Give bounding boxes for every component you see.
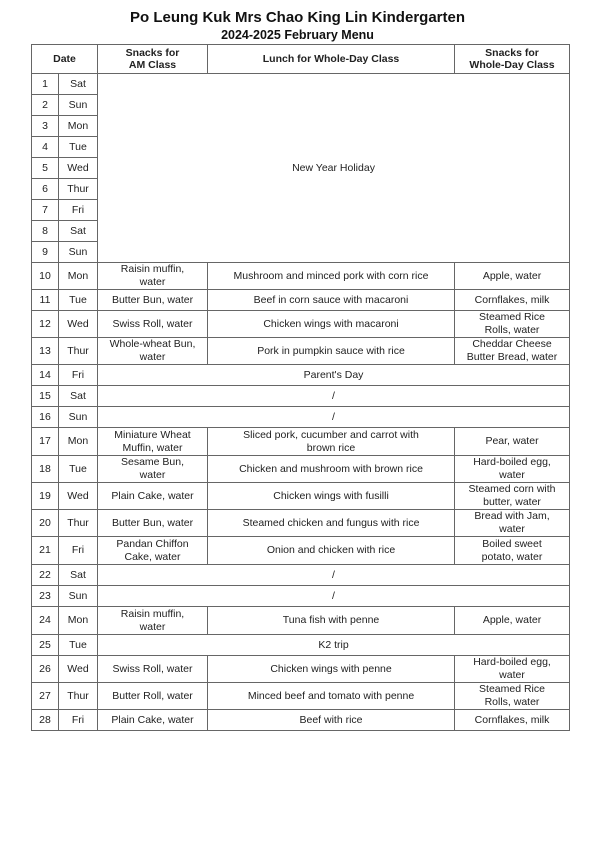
date-number: 17 [32,428,59,456]
am-snack-text: water [139,469,166,481]
full-row-note: Parent's Day [98,365,570,386]
lunch-text: Steamed chicken and fungus with rice [242,516,420,529]
lunch-text: Tuna fish with penne [282,614,380,626]
lunch-cell [208,656,455,683]
date-header: Date [32,45,98,74]
date-number: 25 [32,635,59,656]
am-snack-cell [98,428,208,456]
weekday: Wed [59,656,98,683]
am-snack-cell [98,311,208,338]
whole-day-snack-text: butter, water [483,496,541,508]
weekday: Wed [59,311,98,338]
whole-day-snack-text: Cornflakes, milk [474,713,550,726]
date-number: 4 [32,137,59,158]
lunch-cell [208,683,455,710]
date-number: 21 [32,537,59,565]
full-row-note: / [98,407,570,428]
whole-day-snack-cell [455,510,570,537]
table-row [32,537,570,565]
lunch-cell [208,483,455,510]
weekday: Thur [59,179,98,200]
am-snack-text: Plain Cake, water [111,489,194,502]
whole-day-snack-text: Bread with Jam, [474,510,550,522]
am-snack-text: water [139,351,166,363]
whole-day-snack-text: water [499,669,525,681]
date-number: 19 [32,483,59,510]
whole-day-snack-cell [455,483,570,510]
lunch-text: brown rice [306,441,356,454]
whole-day-snack-text: potato, water [481,550,543,563]
table-row [32,607,570,635]
am-snack-cell [98,607,208,635]
lunch-text: Beef in corn sauce with macaroni [253,293,409,306]
header-row [32,45,570,74]
lunch-cell [208,710,455,731]
whole-day-snack-text: water [499,469,525,481]
weekday: Fri [59,537,98,565]
lunch-text: Pork in pumpkin sauce with rice [257,344,405,357]
weekday: Sun [59,95,98,116]
date-number: 26 [32,656,59,683]
am-snack-text: Swiss Roll, water [112,317,193,330]
date-number: 18 [32,456,59,483]
whole-day-snack-cell [455,456,570,483]
lunch-text: Minced beef and tomato with penne [247,689,415,702]
date-number: 10 [32,263,59,290]
lunch-text: Sliced pork, cucumber and carrot with [243,428,419,441]
weekday: Sun [59,586,98,607]
weekday: Mon [59,263,98,290]
table-row [32,565,570,586]
am-snack-header-line: AM Class [128,59,177,71]
lunch-cell [208,263,455,290]
full-row-note: K2 trip [98,635,570,656]
whole-day-snack-cell [455,338,570,365]
whole-day-snack-text: Cheddar Cheese [472,338,552,350]
am-snack-text: water [139,620,166,633]
date-number: 5 [32,158,59,179]
weekday: Mon [59,607,98,635]
table-row [32,407,570,428]
date-number: 6 [32,179,59,200]
am-snack-text: Butter Roll, water [112,689,193,702]
weekday: Sun [59,242,98,263]
lunch-text: Chicken wings with fusilli [273,489,389,502]
weekday: Sat [59,221,98,242]
table-row [32,74,570,95]
am-snack-text: Muffin, water [122,441,183,454]
am-snack-cell [98,537,208,565]
whole-day-snack-cell [455,311,570,338]
am-snack-text: Whole-wheat Bun, [109,338,196,350]
whole-day-snack-header-line: Whole-Day Class [469,59,555,71]
am-snack-header-line: Snacks for [125,47,180,59]
table-row [32,586,570,607]
full-row-note: / [98,565,570,586]
lunch-text: Chicken wings with penne [270,662,392,675]
lunch-text: Chicken wings with macaroni [263,317,399,330]
full-row-note: / [98,386,570,407]
weekday: Tue [59,137,98,158]
weekday: Sun [59,407,98,428]
whole-day-snack-text: water [499,523,525,535]
whole-day-snack-header [455,45,570,74]
am-snack-cell [98,683,208,710]
am-snack-cell [98,456,208,483]
lunch-cell [208,510,455,537]
table-row [32,510,570,537]
whole-day-snack-text: Hard-boiled egg, [473,656,551,668]
school-name: Po Leung Kuk Mrs Chao King Lin Kindergarten [129,9,465,26]
whole-day-snack-text: Butter Bread, water [466,351,558,363]
am-snack-cell [98,263,208,290]
am-snack-cell [98,483,208,510]
am-snack-cell [98,290,208,311]
date-number: 15 [32,386,59,407]
menu-title: 2024-2025 February Menu [221,28,374,42]
am-snack-text: Butter Bun, water [111,293,194,306]
weekday: Thur [59,683,98,710]
weekday: Tue [59,290,98,311]
am-snack-text: Raisin muffin, [120,607,185,620]
table-row [32,263,570,290]
am-snack-cell [98,656,208,683]
am-snack-header [98,45,208,74]
lunch-text: Mushroom and minced pork with corn rice [233,269,429,282]
whole-day-snack-text: Steamed Rice [479,683,545,695]
whole-day-snack-text: Boiled sweet [482,537,542,550]
date-number: 14 [32,365,59,386]
table-row [32,683,570,710]
weekday: Fri [59,200,98,221]
am-snack-text: Miniature Wheat [114,428,191,441]
weekday: Fri [59,365,98,386]
am-snack-cell [98,510,208,537]
table-row [32,311,570,338]
date-number: 28 [32,710,59,731]
weekday: Wed [59,483,98,510]
whole-day-snack-text: Apple, water [482,269,542,282]
date-number: 3 [32,116,59,137]
whole-day-snack-text: Rolls, water [484,324,540,336]
table-row [32,710,570,731]
weekday: Sat [59,74,98,95]
lunch-header: Lunch for Whole-Day Class [208,45,455,74]
lunch-text: Chicken and mushroom with brown rice [239,462,423,475]
whole-day-snack-cell [455,683,570,710]
lunch-cell [208,290,455,311]
full-row-note: / [98,586,570,607]
table-row [32,428,570,456]
whole-day-snack-text: Steamed Rice [479,311,545,323]
am-snack-text: Butter Bun, water [111,516,194,529]
lunch-cell [208,607,455,635]
whole-day-snack-cell [455,710,570,731]
date-number: 27 [32,683,59,710]
date-number: 24 [32,607,59,635]
date-number: 11 [32,290,59,311]
holiday-cell: New Year Holiday [98,74,570,263]
table-row [32,365,570,386]
date-number: 8 [32,221,59,242]
am-snack-cell [98,338,208,365]
menu-table [31,44,570,731]
table-row [32,386,570,407]
am-snack-text: Raisin muffin, [120,263,185,275]
whole-day-snack-cell [455,537,570,565]
lunch-text: Onion and chicken with rice [266,544,396,556]
weekday: Mon [59,428,98,456]
weekday: Thur [59,338,98,365]
lunch-cell [208,456,455,483]
am-snack-cell [98,710,208,731]
am-snack-text: Cake, water [124,550,181,563]
date-number: 13 [32,338,59,365]
lunch-cell [208,537,455,565]
whole-day-snack-cell [455,290,570,311]
weekday: Sat [59,386,98,407]
date-number: 16 [32,407,59,428]
table-row [32,338,570,365]
whole-day-snack-text: Apple, water [482,614,542,626]
date-number: 7 [32,200,59,221]
table-row [32,656,570,683]
am-snack-text: water [139,276,166,288]
table-row [32,290,570,311]
lunch-cell [208,338,455,365]
whole-day-snack-text: Steamed corn with [468,483,556,495]
am-snack-text: Pandan Chiffon [116,537,189,550]
date-number: 1 [32,74,59,95]
weekday: Sat [59,565,98,586]
whole-day-snack-text: Pear, water [485,435,539,447]
weekday: Fri [59,710,98,731]
am-snack-text: Swiss Roll, water [112,662,193,675]
lunch-text: Beef with rice [299,713,363,726]
whole-day-snack-text: Hard-boiled egg, [473,456,551,468]
whole-day-snack-cell [455,656,570,683]
weekday: Thur [59,510,98,537]
whole-day-snack-text: Rolls, water [484,696,540,708]
whole-day-snack-cell [455,607,570,635]
weekday: Tue [59,635,98,656]
whole-day-snack-header-line: Snacks for [485,47,539,59]
table-row [32,483,570,510]
whole-day-snack-cell [455,263,570,290]
date-number: 2 [32,95,59,116]
am-snack-text: Plain Cake, water [111,713,194,726]
lunch-cell [208,428,455,456]
date-number: 20 [32,510,59,537]
table-row [32,635,570,656]
date-number: 22 [32,565,59,586]
date-number: 23 [32,586,59,607]
table-row [32,456,570,483]
menu-body [32,74,570,731]
weekday: Tue [59,456,98,483]
weekday: Mon [59,116,98,137]
am-snack-text: Sesame Bun, [120,456,185,468]
whole-day-snack-text: Cornflakes, milk [474,293,550,306]
date-number: 12 [32,311,59,338]
weekday: Wed [59,158,98,179]
whole-day-snack-cell [455,428,570,456]
date-number: 9 [32,242,59,263]
lunch-cell [208,311,455,338]
